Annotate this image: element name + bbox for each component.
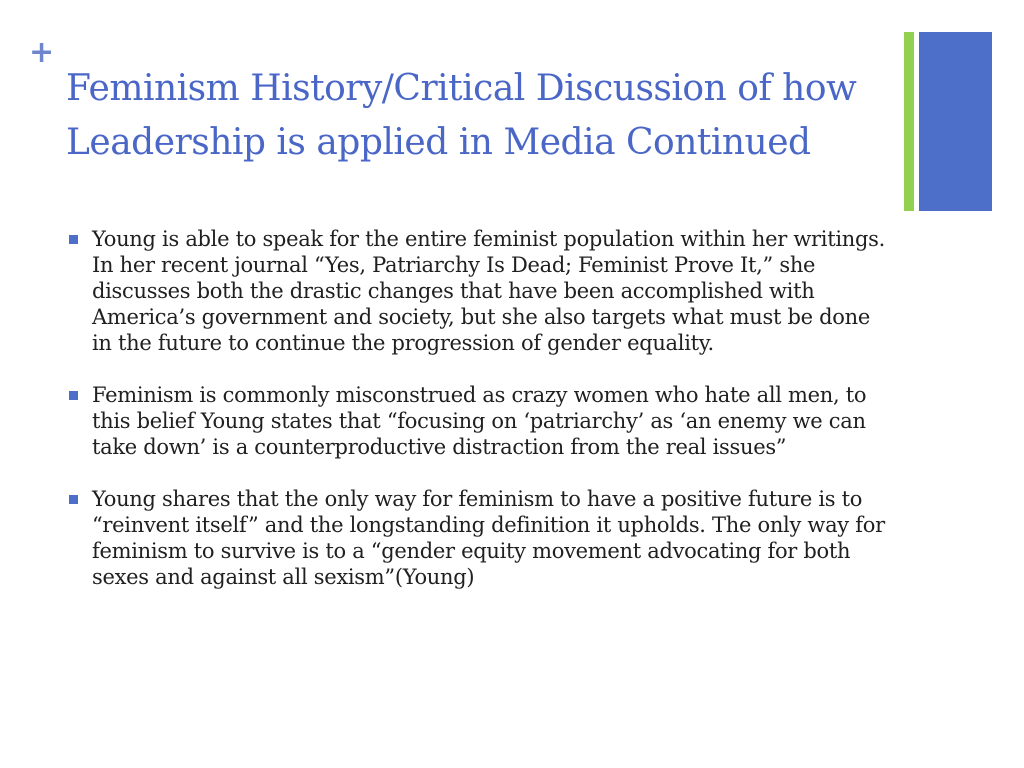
bullet-item (66, 226, 886, 356)
bullet-text: Young is able to speak for the entire feminist population within her writings. In her recent journal “Yes, Patriarchy Is Dead; Feminist Prove It,” she discusses both the drastic changes that have been accomplished with America’s government and society, but she also targets what must be done in the future to continue the progression of gender equality. (92, 227, 885, 355)
bullet-item (66, 486, 886, 590)
plus-icon: + (29, 35, 55, 70)
bullet-text: Feminism is commonly misconstrued as crazy women who hate all men, to this belief Young states that “focusing on ‘patriarchy’ as ‘an enemy we can take down’ is a counterproductive distraction from the real issues” (92, 383, 867, 459)
square-bullet-icon (69, 235, 78, 244)
slide-title: Feminism History/Critical Discussion of how Leadership is applied in Media Continued (66, 68, 857, 163)
bullet-text: Young shares that the only way for feminism to have a positive future is to “reinvent itself” and the longstanding definition it upholds. The only way for feminism to survive is to a “gender equity movement advocating for both sexes and against all sexism”(Young) (92, 487, 885, 589)
accent-bar-blue (919, 32, 992, 211)
bullet-list (66, 226, 886, 616)
square-bullet-icon (69, 495, 78, 504)
bullet-item (66, 382, 886, 460)
square-bullet-icon (69, 391, 78, 400)
